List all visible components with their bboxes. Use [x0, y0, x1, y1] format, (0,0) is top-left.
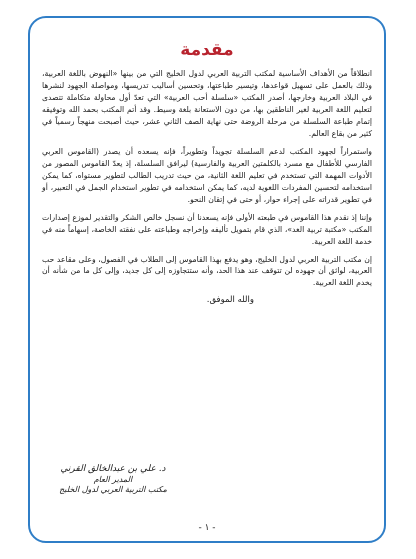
page-title: مقدمة [180, 40, 234, 60]
intro-paragraph-4: إن مكتب التربية العربي لدول الخليج، وهو يدفع بهذا القاموس إلى الطلاب في الفصول، وعلى مقاعد حب العربية، لواثق أن جهوده لن تتوقف عند هذا الحد، وأنه ستتجاوزه إلى كل جديد، وإلى كل ما من شأنه أن يخدم اللغة العربية. [42, 254, 372, 288]
signature-position: المدير العام [93, 475, 133, 484]
intro-paragraph-3: وإننا إذ نقدم هذا القاموس في طبعته الأولى فإنه يسعدنا أن نسجل خالص الشكر والتقدير لموزع إصدارات المكتب «مكتبة تربية الغد»، الذي قام بتمويل تأليفه وإخراجه وطباعته على نفقته الخاصة، إسهاماً منه في خدمة اللغة العربية. [42, 212, 372, 246]
signature-block [42, 464, 184, 495]
page-frame [28, 16, 386, 543]
signature-name: د. علي بن عبدالخالق القرني [60, 463, 166, 474]
intro-paragraph-1: انطلاقاً من الأهداف الأساسية لمكتب التربية العربي لدول الخليج التي من بينها «النهوض باللغة العربية، وذلك بالعمل على تسهيل قواعدها، وتيسير طباعتها، وتحسين أساليب تدريسها، ومواصلة الجهود لنشرها في البلاد العربية وخارجها، أصدر المكتب «سلسلة أحب العربية» التي تعدّ أول محاولة متكاملة تتصدى لتعليم اللغة العربية لغير الناطقين بها، من دون الاستعانة بلغة وسيط. وقد أتم المكتب بحمد الله وتوفيقه إتمام طباعة السلسلة من مرحلة الروضة حتى نهاية الصف الثاني عشر، حيث أصبحت منهجاً رسمياً في كثير من بقاع العالم. [42, 69, 372, 139]
page-number: - ١ - [198, 523, 216, 533]
document-content [42, 30, 372, 529]
signature-organization: مكتب التربية العربي لدول الخليج [59, 485, 167, 494]
closing-line: والله الموفق. [206, 295, 254, 306]
intro-paragraph-2: واستمراراً لجهود المكتب لدعم السلسلة تجويداً وتطويراً، فإنه يسعده أن يصدر (القاموس العربي الفارسي للأطفال مع مسرد بالكلمتين العربية والفارسية) ليرافق السلسلة، إذ يعدّ القاموس المصور من الأدوات المهمة التي تستخدم في تعليم اللغة الثانية، من حيث تدريب الطالب لتطوير مستواه، كما يمكن استخدامه لتحسين المفردات اللغوية لديه، كما يمكن استخدامه في تطوير استخدام الجمل في التعبير، أو في تطوير قدراته على إجراء حوار، أو حتى في إتقان النحو. [42, 147, 372, 204]
